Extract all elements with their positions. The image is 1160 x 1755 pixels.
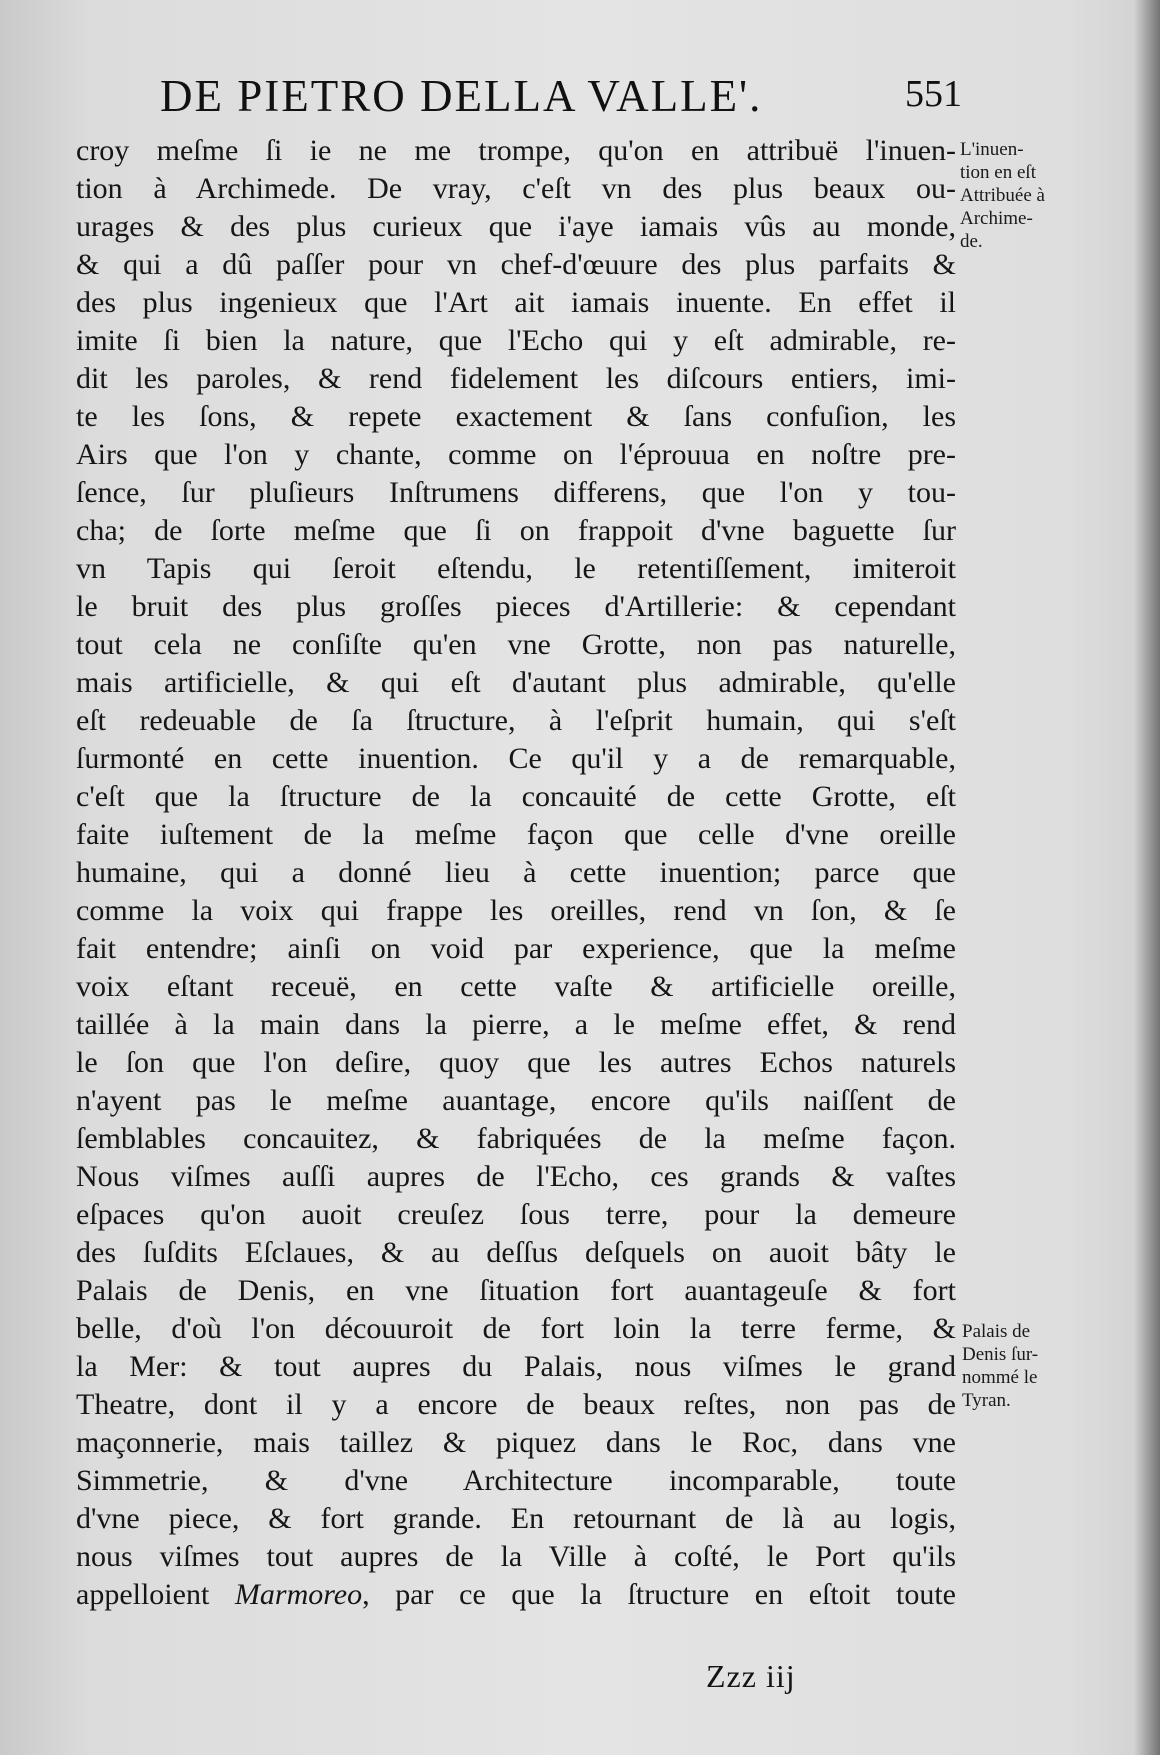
text-line: vn Tapis qui ſeroit eſtendu, le retentiſſement, imiteroit: [76, 552, 956, 585]
text-line: cha; de ſorte meſme que ſi on frappoit d'vne baguette ſur: [76, 514, 956, 547]
margin-note-line: nommé le: [962, 1367, 1038, 1388]
text-line: Theatre, dont il y a encore de beaux reſtes, non pas de: [76, 1388, 956, 1421]
text-line: te les ſons, & repete exactement & ſans confuſion, les: [76, 400, 956, 433]
margin-note-palace: [962, 1320, 1082, 1412]
page-header: [160, 70, 960, 120]
margin-note-line: tion en eſt: [960, 162, 1036, 183]
margin-note-line: de.: [960, 231, 983, 252]
text-line: dit les paroles, & rend fidelement les diſcours entiers, imi-: [76, 362, 956, 395]
text-line: c'eſt que la ſtructure de la concauité de cette Grotte, eſt: [76, 780, 956, 813]
text-line: & qui a dû paſſer pour vn chef-d'œuure des plus parfaits &: [76, 248, 956, 281]
margin-note-line: Tyran.: [962, 1390, 1011, 1411]
text-line: d'vne piece, & fort grande. En retournant de là au logis,: [76, 1502, 956, 1535]
running-title: DE PIETRO DELLA VALLE'.: [160, 71, 763, 121]
text-line: le ſon que l'on deſire, quoy que les autres Echos naturels: [76, 1046, 956, 1079]
text-line: fait entendre; ainſi on void par experience, que la meſme: [76, 932, 956, 965]
last-line-end: , par ce que la ſtructure en eſtoit toute: [362, 1578, 956, 1611]
text-line: nous viſmes tout aupres de la Ville à coſté, le Port qu'ils: [76, 1540, 956, 1573]
text-line: maçonnerie, mais taillez & piquez dans le Roc, dans vne: [76, 1426, 956, 1459]
text-line: ſurmonté en cette inuention. Ce qu'il y a de remarquable,: [76, 742, 956, 775]
margin-note-line: Attribuée à: [960, 185, 1045, 206]
text-line: ſemblables concauitez, & fabriquées de la meſme façon.: [76, 1122, 956, 1155]
text-line: le bruit des plus groſſes pieces d'Artillerie: & cependant: [76, 590, 956, 623]
page-number: 551: [905, 73, 962, 115]
text-line: Simmetrie, & d'vne Architecture incomparable, toute: [76, 1464, 956, 1497]
text-line-last: [76, 1576, 956, 1614]
text-line: croy meſme ſi ie ne me trompe, qu'on en attribuë l'inuen-: [76, 134, 956, 167]
text-line: la Mer: & tout aupres du Palais, nous viſmes le grand: [76, 1350, 956, 1383]
italic-word: Marmoreo: [234, 1578, 363, 1611]
text-line: urages & des plus curieux que i'aye iamais vûs au monde,: [76, 210, 956, 243]
margin-note-line: Denis ſur-: [962, 1344, 1039, 1365]
last-line-start: appelloient: [76, 1578, 235, 1611]
text-line: tion à Archimede. De vray, c'eſt vn des plus beaux ou-: [76, 172, 956, 205]
text-line: tout cela ne conſiſte qu'en vne Grotte, non pas naturelle,: [76, 628, 956, 661]
text-line: n'ayent pas le meſme auantage, encore qu'ils naiſſent de: [76, 1084, 956, 1117]
text-line: ſence, ſur pluſieurs Inſtrumens differens, que l'on y tou-: [76, 476, 956, 509]
margin-note-line: L'inuen-: [960, 139, 1024, 160]
text-line: des plus ingenieux que l'Art ait iamais inuente. En effet il: [76, 286, 956, 319]
text-line: imite ſi bien la nature, que l'Echo qui y eſt admirable, re-: [76, 324, 956, 357]
text-line: Nous viſmes auſſi aupres de l'Echo, ces grands & vaſtes: [76, 1160, 956, 1193]
text-line: eſt redeuable de ſa ſtructure, à l'eſprit humain, qui s'eſt: [76, 704, 956, 737]
text-line: Palais de Denis, en vne ſituation fort auantageuſe & fort: [76, 1274, 956, 1307]
margin-note-archimedes: [960, 138, 1080, 253]
text-line: comme la voix qui frappe les oreilles, rend vn ſon, & ſe: [76, 894, 956, 927]
signature-mark: Zzz iij: [706, 1658, 796, 1694]
text-line: humaine, qui a donné lieu à cette inuention; parce que: [76, 856, 956, 889]
text-line: eſpaces qu'on auoit creuſez ſous terre, pour la demeure: [76, 1198, 956, 1231]
text-line: faite iuſtement de la meſme façon que celle d'vne oreille: [76, 818, 956, 851]
text-line: mais artificielle, & qui eſt d'autant plus admirable, qu'elle: [76, 666, 956, 699]
text-line: taillée à la main dans la pierre, a le meſme effet, & rend: [76, 1008, 956, 1041]
margin-note-line: Palais de: [962, 1321, 1031, 1342]
margin-note-line: Archime-: [960, 208, 1033, 229]
text-line: des ſuſdits Eſclaues, & au deſſus deſquels on auoit bâty le: [76, 1236, 956, 1269]
text-line: voix eſtant receuë, en cette vaſte & artificielle oreille,: [76, 970, 956, 1003]
text-line: belle, d'où l'on découuroit de fort loin la terre ferme, &: [76, 1312, 956, 1345]
text-line: Airs que l'on y chante, comme on l'éprouua en noſtre pre-: [76, 438, 956, 471]
